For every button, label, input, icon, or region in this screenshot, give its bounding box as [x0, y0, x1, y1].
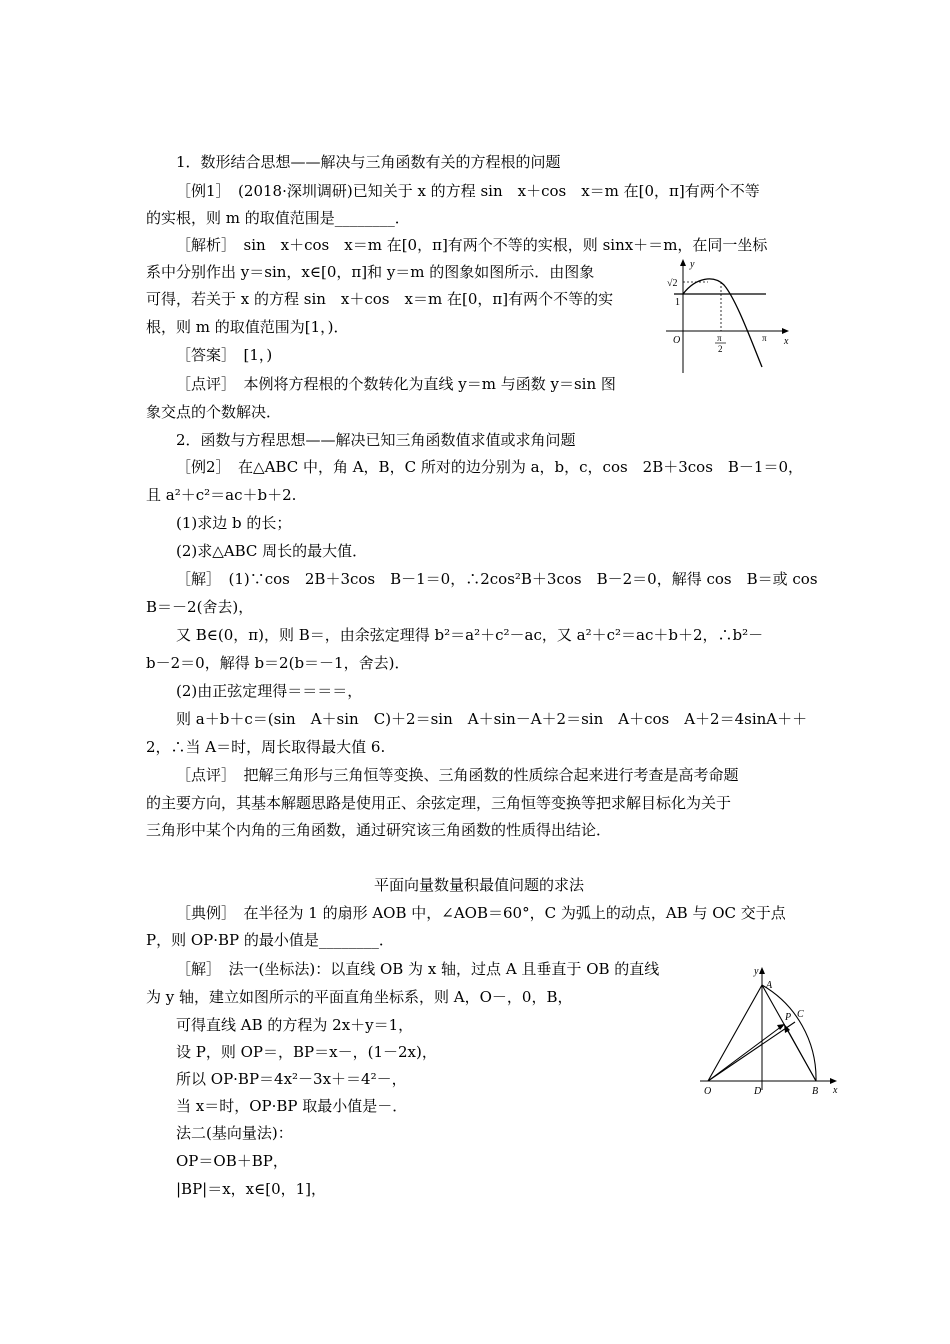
figure1-y-label: y [690, 259, 695, 270]
figure2-vector-OP [708, 1026, 782, 1081]
figure2-segment-OA [708, 985, 762, 1081]
comment2-line3: 三角形中某个内角的三角函数，通过研究该三角函数的性质得出结论． [146, 821, 612, 839]
example2-text-line2: 且 a²＋c²＝ac＋b＋2. [146, 486, 297, 504]
figure2-point-A: A [766, 980, 773, 991]
solution2-line2: B＝－2(舍去)， [146, 598, 254, 616]
comment2-line2: 的主要方向，其基本解题思路是使用正、余弦定理，三角恒等变换等把求解目标化为关于 [146, 794, 732, 812]
solution1-line3: 可得，若关于 x 的方程 sin x＋cos x＝m 在[0，π]有两个不等的实 [146, 290, 614, 308]
figure2-point-P: P [785, 1012, 792, 1023]
figure2-y-arrow [759, 967, 765, 974]
figure1-x-label: x [784, 336, 789, 347]
figure2-y-label: y [754, 966, 759, 977]
figure1-origin-label: O [673, 335, 681, 346]
sector-diagram-figure [700, 962, 845, 1098]
solution3-line9: |BP|＝x，x∈[0，1]， [176, 1180, 327, 1198]
figure1-pi-label: π [762, 333, 767, 343]
figure2-point-O: O [704, 1086, 712, 1097]
solution3-line8: OP＝OB＋BP， [176, 1152, 288, 1170]
solution1-line2: 系中分别作出 y＝sin，x∈[0，π]和 y＝m 的图象如图所示．由图象 [146, 263, 595, 281]
example3-text-line1: ［典例］ 在半径为 1 的扇形 AOB 中，∠AOB＝60°，C 为弧上的动点，AB 与 OC 交于点 [176, 904, 786, 922]
section1-heading: 1．数形结合思想——解决与三角函数有关的方程根的问题 [176, 153, 561, 171]
solution3-line1: ［解］ 法一(坐标法)：以直线 OB 为 x 轴，过点 A 且垂直于 OB 的直线 [176, 960, 660, 978]
solution3-line6: 当 x＝时，OP·BP 取最小值是－． [176, 1097, 408, 1115]
comment1-line2: 象交点的个数解决． [146, 403, 282, 421]
example1-text-line1: ［例1］ (2018·深圳调研)已知关于 x 的方程 sin x＋cos x＝m 在[0，π]有两个不等 [176, 182, 760, 200]
figure2-point-C: C [797, 1009, 804, 1020]
figure1-sine-curve [683, 279, 762, 367]
figure2-vector-BP [786, 1027, 816, 1081]
solution2-line1: ［解］ (1)∵cos 2B＋3cos B－1＝0，∴2cos²B＋3cos B－2＝0，解得 cos B＝或 cos [176, 570, 818, 588]
figure2-point-D: D [754, 1086, 762, 1097]
figure2-segment-OC [708, 1022, 795, 1081]
section2-heading: 2．函数与方程思想——解决已知三角函数值求值或求角问题 [176, 431, 576, 449]
figure1-one-label: 1 [675, 297, 680, 308]
solution2-line5: (2)由正弦定理得＝＝＝＝， [176, 682, 363, 700]
figure1-y-arrow [680, 259, 686, 266]
example1-text-line2: 的实根，则 m 的取值范围是________． [146, 209, 410, 227]
solution2-line6: 则 a＋b＋c＝(sin A＋sin C)＋2＝sin A＋sin－A＋2＝sin A＋cos A＋2＝4sinA＋＋ [176, 710, 808, 728]
solution2-line4: b－2＝0，解得 b＝2(b＝－1，舍去)． [146, 654, 410, 672]
example2-question2: (2)求△ABC 周长的最大值． [176, 542, 368, 560]
answer1: ［答案］ [1，) [176, 346, 273, 364]
section3-title: 平面向量数量积最值问题的求法 [374, 876, 585, 894]
example2-text-line1: ［例2］ 在△ABC 中，角 A，B，C 所对的边分别为 a，b，c，cos 2B＋3cos B－1＝0， [176, 458, 804, 476]
solution1-line1: ［解析］ sin x＋cos x＝m 在[0，π]有两个不等的实根，则 sinx＋＝m，在同一坐标 [176, 236, 768, 254]
solution3-line7: 法二(基向量法)： [176, 1124, 293, 1142]
solution3-line5: 所以 OP·BP＝4x²－3x＋＝4²－， [176, 1070, 407, 1088]
example2-question1: (1)求边 b 的长； [176, 514, 292, 532]
figure1-pi-half-denominator: 2 [718, 344, 723, 354]
comment1-line1: ［点评］ 本例将方程根的个数转化为直线 y＝m 与函数 y＝sin 图 [176, 375, 616, 393]
solution1-line4: 根，则 m 的取值范围为[1，)． [146, 318, 349, 336]
figure1-x-arrow [782, 328, 789, 334]
solution3-line3: 可得直线 AB 的方程为 2x＋y＝1， [176, 1016, 414, 1034]
figure1-pi-half-numerator: π [717, 333, 722, 343]
figure2-x-label: x [833, 1085, 838, 1096]
figure2-point-B: B [812, 1086, 819, 1097]
comment2-line1: ［点评］ 把解三角形与三角恒等变换、三角函数的性质综合起来进行考查是高考命题 [176, 766, 739, 784]
figure1-sqrt2-label: √2 [667, 278, 678, 289]
solution3-line4: 设 P，则 OP＝，BP＝x－，(1－2x)， [176, 1043, 437, 1061]
example3-text-line2: P，则 OP·BP 的最小值是________． [146, 931, 394, 949]
sine-graph-figure [656, 255, 796, 377]
figure2-x-arrow [830, 1078, 837, 1084]
solution3-line2: 为 y 轴，建立如图所示的平面直角坐标系，则 A，O－，0，B， [146, 988, 573, 1006]
solution2-line7: 2，∴当 A＝时，周长取得最大值 6. [146, 738, 386, 756]
solution2-line3: 又 B∈(0，π)，则 B＝，由余弦定理得 b²＝a²＋c²－ac，又 a²＋c²＝ac＋b＋2，∴b²－ [176, 626, 764, 644]
